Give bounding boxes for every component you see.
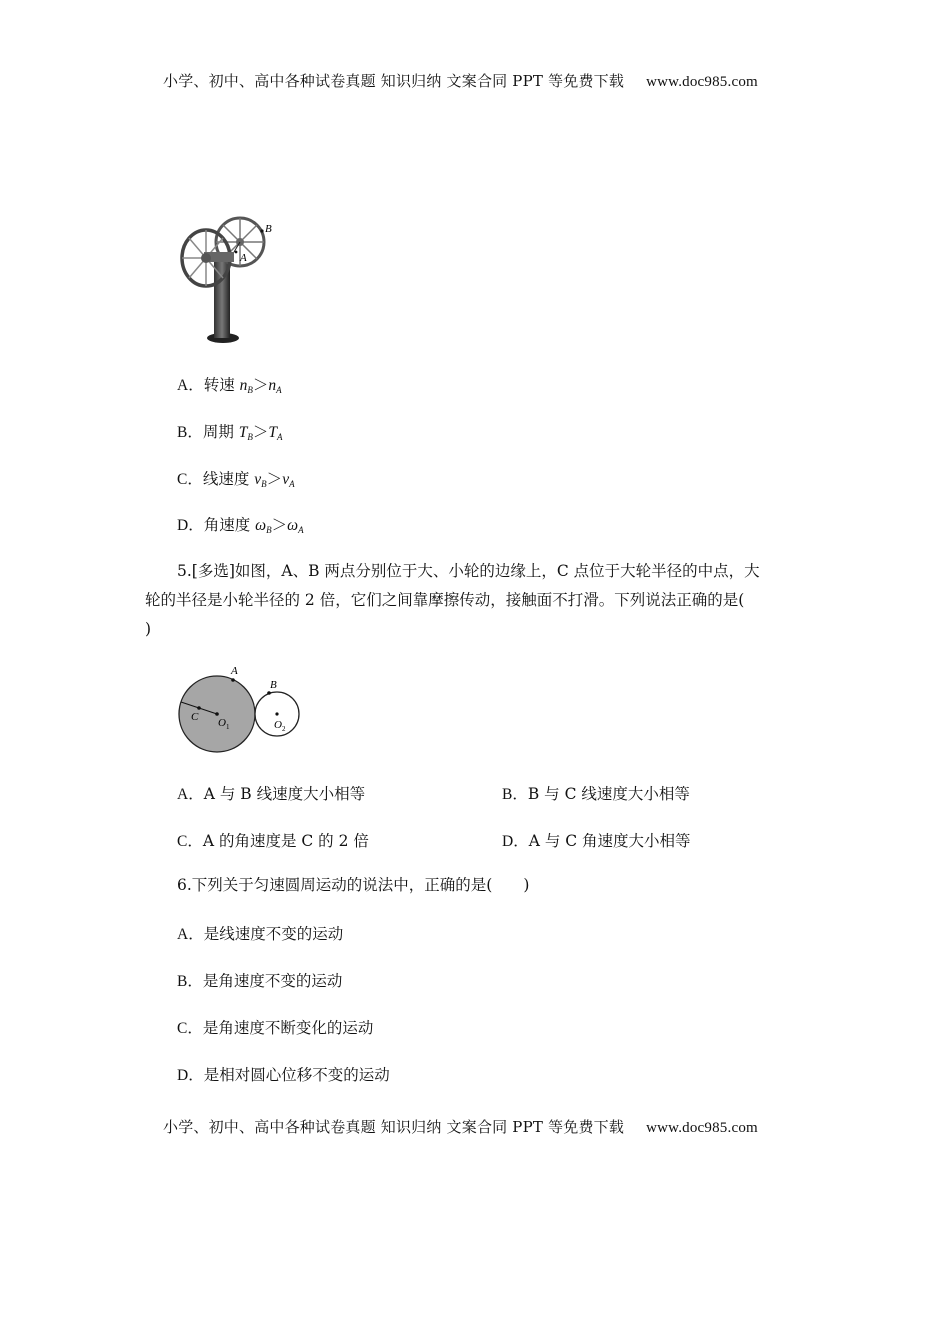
footer-url[interactable]: www.doc985.com (646, 1120, 758, 1136)
q5-stem (145, 557, 760, 644)
figure2-label-c: C (191, 711, 199, 723)
q5-stem-line3: ) (145, 620, 152, 638)
figure-friction-wheels (170, 660, 310, 760)
figure-hand-wheels (176, 212, 286, 348)
q4-option-d[interactable]: D．角速度 $\omega_B>\omega_A$ (177, 516, 304, 535)
figure2-label-o1: $O_1$ (218, 717, 230, 731)
header-text: 小学、初中、高中各种试卷真题 知识归纳 文案合同 PPT 等免费下载 (163, 72, 625, 90)
q5-option-b[interactable]: B．B 与 C 线速度大小相等 (502, 785, 690, 803)
figure2-label-a: A (231, 665, 238, 677)
q4-option-a[interactable]: A．转速 $n_B>n_A$ (177, 376, 282, 395)
q6-option-c[interactable]: C．是角速度不断变化的运动 (177, 1019, 374, 1037)
footer-text: 小学、初中、高中各种试卷真题 知识归纳 文案合同 PPT 等免费下载 (163, 1118, 625, 1136)
q6-option-d[interactable]: D．是相对圆心位移不变的运动 (177, 1066, 390, 1084)
q5-option-d[interactable]: D．A 与 C 角速度大小相等 (502, 832, 691, 850)
figure2-label-b: B (270, 679, 277, 691)
q5-option-a[interactable]: A．A 与 B 线速度大小相等 (177, 785, 366, 803)
q6-option-a[interactable]: A．是线速度不变的运动 (177, 925, 344, 943)
q5-stem-line1: 5.[多选]如图，A、B 两点分别位于大、小轮的边缘上，C 点位于大轮半径的中点，大 (177, 562, 760, 580)
q4-option-c[interactable]: C．线速度 $v_B>v_A$ (177, 470, 295, 489)
figure1-label-a: A (240, 252, 247, 264)
q5-option-c[interactable]: C．A 的角速度是 C 的 2 倍 (177, 832, 369, 850)
page-header (163, 70, 758, 91)
header-url[interactable]: www.doc985.com (646, 74, 758, 90)
q6-option-b[interactable]: B．是角速度不变的运动 (177, 972, 343, 990)
q5-stem-line2: 轮的半径是小轮半径的 2 倍，它们之间靠摩擦传动，接触面不打滑。下列说法正确的是( (145, 591, 745, 609)
figure2-label-o2: $O_2$ (274, 719, 286, 733)
figure1-label-b: B (265, 223, 272, 235)
page-footer (163, 1116, 758, 1137)
q6-stem: 6.下列关于匀速圆周运动的说法中，正确的是( ) (177, 876, 530, 894)
q4-option-b[interactable]: B．周期 $T_B>T_A$ (177, 423, 283, 442)
